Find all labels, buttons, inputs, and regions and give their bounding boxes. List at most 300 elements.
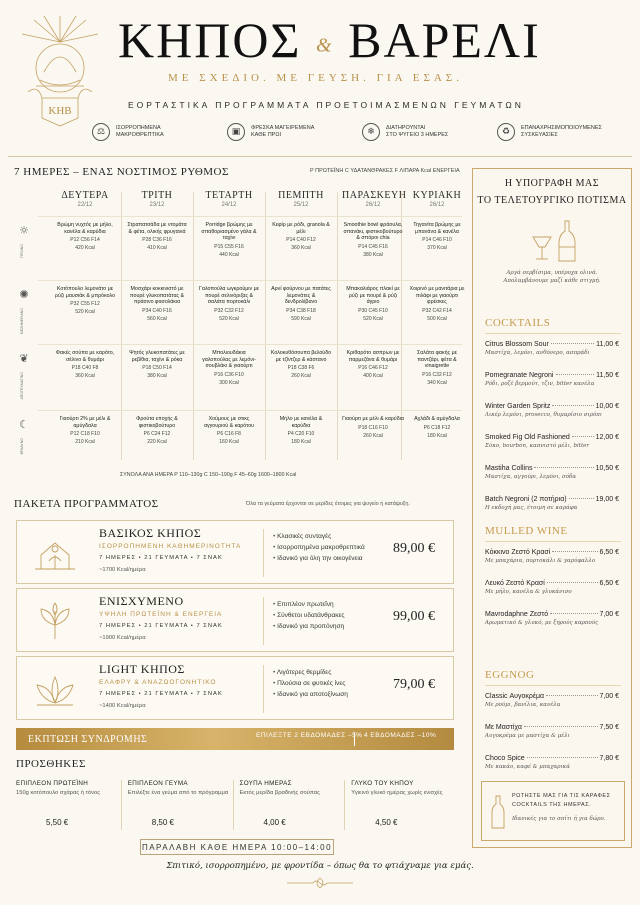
extra-name: ΓΛΥΚΟ ΤΟΥ ΚΗΠΟΥ: [351, 780, 414, 787]
meal-name: Γιαούρτι με μέλι & καρύδια: [342, 416, 404, 422]
package-price: 89,00 €: [393, 541, 435, 556]
meal-cell: [342, 222, 404, 258]
snowflake-icon: ❄: [362, 123, 380, 141]
drink-price: 10,50 €: [595, 465, 619, 472]
drink-item[interactable]: [485, 724, 619, 739]
day-date: 24/12: [221, 202, 237, 208]
drink-price: 19,00 €: [595, 496, 619, 503]
meal-cell: [198, 416, 260, 445]
extra-item[interactable]: [344, 780, 456, 830]
meal-kcal: 340 Kcal: [427, 379, 447, 386]
drink-item[interactable]: [485, 434, 619, 449]
drink-price: 10,00 €: [595, 403, 619, 410]
ornament-icon: [285, 876, 355, 890]
extra-price: 5,50 €: [46, 818, 69, 827]
dot-leader: [551, 343, 594, 344]
drink-desc: Με ρούμι, βανίλια, κανέλα: [485, 702, 561, 708]
meal-cell: [270, 350, 332, 379]
meal-name: Ψητός γλυκοπατάτες με ρεβίθια, ταχίνι & ρόκα: [129, 350, 185, 363]
title-part-b: ΒΑΡΕΛΙ: [348, 12, 541, 68]
sunrise-icon: ☼: [19, 224, 29, 237]
meal-macros: P16 C36 F10: [214, 371, 244, 378]
divider: [485, 541, 621, 542]
feature-line: ΚΑΘΕ ΠΡΩΙ: [251, 132, 281, 138]
meal-name: Μπακαλιάρος πλακί με ρύζι με πουρέ & ρύζι άγριο: [346, 286, 400, 306]
drinks-sidebar: [472, 168, 632, 848]
meal-name: Φακές σούπα με καρότο, σέλινο & θυμάρι: [55, 350, 115, 363]
bullet-item: • Επιπλέον πρωτεΐνη: [273, 599, 345, 610]
package-details: 7 ΗΜΕΡΕΣ • 21 ΓΕΥΜΑΤΑ • 7 ΣΝΑΚ: [99, 691, 223, 697]
day-name: ΤΕΤΑΡΤΗ: [205, 190, 253, 201]
meal-kcal: 520 Kcal: [219, 315, 239, 322]
extra-name: ΕΠΙΠΛΕΟΝ ΓΕΥΜΑ: [127, 780, 188, 787]
meal-cell: [406, 350, 468, 386]
bullet-item: • Ιδανικό για όλη την οικογένεια: [273, 553, 365, 564]
meal-macros: P16 C32 F12: [422, 371, 452, 378]
feature-line: ΦΡΕΣΚΑ ΜΑΓΕΙΡΕΜΕΝΑ: [251, 125, 315, 131]
meal-cell: [198, 350, 260, 386]
meal-name: Χούμους με στικς αγγουριού & καρότου: [203, 416, 255, 429]
row-divider: [38, 410, 462, 411]
moon-icon: ☾: [19, 418, 29, 431]
sidebar-desc: Απολαμβάνουμε μαζί κάθε στιγμή.: [503, 278, 601, 284]
meal-name: Βρώμη νυχτός με μήλο, κανέλα & καρύδια: [57, 222, 113, 235]
package-kcal: ~1400 Kcal/ημέρα: [99, 703, 146, 709]
divider: [263, 529, 264, 577]
meal-macros: P6 C18 F12: [423, 424, 451, 431]
meal-macros: P14 C45 F16: [358, 243, 388, 250]
drink-item[interactable]: [485, 372, 619, 387]
bullet-item: • Σύνθετοι υδατάνθρακες: [273, 610, 345, 621]
package-bullets: [273, 599, 345, 632]
packages-title: ΠΑΚΕΤΑ ΠΡΟΓΡΑΜΜΑΤΟΣ: [14, 498, 159, 510]
macro-legend: P ΠΡΩΤΕΪΝΗ C ΥΔΑΤΑΝΘΡΑΚΕΣ F ΛΙΠΑΡΑ Kcal ΕΝΕΡΓΕΙΑ: [310, 168, 460, 174]
sprout-icon: [31, 601, 79, 641]
meal-macros: P18 C40 F8: [71, 365, 99, 372]
extra-desc: Επιλέξτε ένα γεύμα από το πρόγραμμα: [127, 790, 229, 796]
bullet-item: • Ισορροπημένα μακροθρεπτικά: [273, 542, 365, 553]
meal-macros: P6 C24 F12: [143, 431, 171, 438]
meal-label: ΑΠΟΓΕΥΜΑΤΙΝΟ: [20, 372, 24, 400]
carafe-icon: [490, 794, 506, 830]
day-name: ΤΡΙΤΗ: [141, 190, 173, 201]
meal-macros: P12 C56 F14: [70, 237, 100, 244]
day-header: [342, 190, 407, 208]
column-divider: [121, 192, 122, 460]
extras-title: ΠΡΟΣΘΗΚΕΣ: [16, 758, 86, 770]
meal-cell: [54, 286, 116, 315]
meal-macros: P32 C55 F12: [70, 301, 100, 308]
meal-kcal: 360 Kcal: [291, 245, 311, 252]
drink-item[interactable]: [485, 611, 619, 626]
meal-macros: P34 C40 F16: [142, 307, 172, 314]
package-kcal: ~1900 Kcal/ημέρα: [99, 635, 146, 641]
package-subtitle: ΥΨΗΛΗ ΠΡΩΤΕΪΝΗ & ΕΝΕΡΓΕΙΑ: [99, 611, 223, 618]
recycle-icon: ♻: [497, 123, 515, 141]
subscription-banner: [16, 728, 454, 750]
banner-offer: ΕΠΙΛΕΞΤΕ 2 ΕΒΔΟΜΑΔΕΣ –5%: [256, 732, 363, 739]
drink-category: MULLED WINE: [485, 525, 568, 537]
drink-name: Batch Negroni (2 ποτήρια): [485, 496, 567, 503]
title-ampersand: &: [316, 34, 334, 57]
drink-name: Smoked Fig Old Fashioned: [485, 434, 570, 441]
day-date: 26/12: [429, 202, 445, 208]
dot-leader: [524, 726, 598, 727]
title-part-a: ΚΗΠΟΣ: [118, 12, 302, 68]
extra-desc: Υγιεινό γλυκό ημέρας χωρίς ενισχές: [351, 790, 443, 796]
day-header: [406, 190, 468, 208]
package-subtitle: ΕΛΑΦΡΥ & ΑΝΑΖΩΟΓΟΝΗΤΙΚΟ: [99, 679, 217, 686]
bottle-glass-icon: [525, 217, 585, 265]
feature-line: ΕΠΑΝΑΧΡΗΣΙΜΟΠΟΙΟΥΜΕΝΕΣ: [521, 125, 602, 131]
footer-slogan: Σπιτικό, ισορροπημένο, με φροντίδα – όπως θα το φτιάχναμε για εμάς.: [166, 861, 474, 871]
row-divider: [38, 216, 462, 217]
apple-icon: ❦: [19, 352, 29, 365]
feature-list: [92, 120, 632, 144]
drink-name: Με Μαστίχα: [485, 724, 522, 731]
bullet-item: • Λιγότερες θερμίδες: [273, 667, 348, 678]
meal-kcal: 260 Kcal: [291, 373, 311, 380]
extra-price: 4,50 €: [375, 818, 398, 827]
logo-crest-icon: [14, 12, 106, 130]
drink-desc: Με κακάο, καφέ & μπαχαρικά: [485, 764, 570, 770]
meal-cell: [54, 350, 116, 379]
garden-icon: [31, 533, 79, 573]
tagline: ΜΕ ΣΧΕΔΙΟ. ΜΕ ΓΕΥΣΗ. ΓΙΑ ΕΣΑΣ.: [168, 72, 463, 84]
feature-line: ΣΥΣΚΕΥΑΣΙΕΣ: [521, 132, 558, 138]
bullet-item: • Πλούσια σε φυτικές ίνες: [273, 678, 348, 689]
drink-item[interactable]: [485, 341, 619, 356]
week-title: 7 ΗΜΕΡΕΣ – ΕΝΑΣ ΝΟΣΤΙΜΟΣ ΡΥΘΜΟΣ: [14, 166, 229, 178]
meal-cell: [126, 350, 188, 379]
drink-price: 7,00 €: [599, 611, 619, 618]
package-name: ΕΝΙΣΧΥΜΕΝΟ: [99, 594, 184, 608]
bullet-item: • Κλασικές συνταγές: [273, 531, 365, 542]
dot-leader: [550, 613, 597, 614]
drink-item[interactable]: [485, 549, 619, 564]
dot-leader: [552, 405, 593, 406]
box-line: ΡΩΤΗΣΤΕ ΜΑΣ ΓΙΑ ΤΙΣ ΚΑΡΑΦΕΣ: [512, 793, 611, 799]
dot-leader: [569, 498, 594, 499]
meal-name: Porridge βρώμης με σπαθοριασμένο γάλα & ταχίνι: [201, 222, 257, 242]
sidebar-title: Η ΥΠΟΓΡΑΦΗ ΜΑΣ: [504, 178, 600, 189]
meal-name: Γιαούρτι 2% με μέλι & αμύγδαλα: [59, 416, 111, 429]
package-bullets: [273, 667, 348, 700]
meal-name: Μοσχάρι κοκκινιστό με πουρέ γλυκοπατάτας & πράσινο φασολάκια: [129, 286, 185, 306]
meal-name: Κοτόπουλο λεμονάτο με ρύζι μαυσιάκ & μπρόκολο: [54, 286, 116, 299]
divider: [485, 685, 621, 686]
meal-kcal: 410 Kcal: [147, 245, 167, 252]
meal-name: Αρνί φούρνου με πατάτες λεμονάτες & δενδρολίβανο: [271, 286, 331, 306]
extra-name: ΣΟΥΠΑ ΗΜΕΡΑΣ: [239, 780, 292, 787]
package-card-enhanced[interactable]: [16, 588, 454, 652]
sidebar-desc: Αργά σερβίσιμα, υπέροχα ολινά.: [506, 270, 598, 276]
bullet-item: • Ιδανικό για αποτοξίνωση: [273, 689, 348, 700]
meal-kcal: 210 Kcal: [75, 439, 95, 446]
meal-kcal: 400 Kcal: [363, 373, 383, 380]
extras-list: [16, 780, 456, 830]
drink-desc: Λικέρ λεμόνι, prosecco, θυμαρίσιο σιρόπι: [485, 412, 603, 418]
sidebar-subtitle: ΤΟ ΤΕΛΕΤΟΥΡΓΙΚΟ ΠΟΤΙΣΜΑ: [477, 195, 627, 206]
package-subtitle: ΙΣΟΡΡΟΠΗΜΕΝΗ ΚΑΘΗΜΕΡΙΝΟΤΗΤΑ: [99, 543, 242, 550]
package-card-basic[interactable]: [16, 520, 454, 584]
meal-cell: [198, 222, 260, 258]
drink-desc: Με μήλο, κανέλα & γλυκάνισο: [485, 589, 572, 595]
meal-kcal: 160 Kcal: [219, 439, 239, 446]
meal-kcal: 300 Kcal: [219, 379, 239, 386]
meal-name: Τηγανίτα βρώμης με μπανάνα & κανέλα: [413, 222, 461, 235]
feature-line: ΣΤΟ ΨΥΓΕΙΟ 3 ΗΜΕΡΕΣ: [386, 132, 449, 138]
meal-label: ΒΡΑΔΥΝΟ: [20, 438, 24, 455]
meal-kcal: 180 Kcal: [427, 432, 447, 439]
logo-text: ΚΗΒ: [48, 105, 72, 117]
day-date: 22/12: [77, 202, 93, 208]
meal-cell: [406, 416, 468, 439]
pickup-hours: ΠΑΡΑΛΑΒΗ ΚΑΘΕ ΗΜΕΡΑ 10:00–14:00: [140, 839, 334, 855]
meal-kcal: 520 Kcal: [363, 315, 383, 322]
bullet-item: • Ιδανικό για προπόνηση: [273, 621, 345, 632]
meal-cell: [54, 222, 116, 251]
meal-name: Μήλο με κανέλα & καρύδια: [279, 416, 323, 429]
meal-macros: P18 C38 F6: [287, 365, 315, 372]
meal-kcal: 370 Kcal: [427, 245, 447, 252]
divider: [354, 732, 355, 746]
package-details: 7 ΗΜΕΡΕΣ • 21 ΓΕΥΜΑΤΑ • 7 ΣΝΑΚ: [99, 555, 223, 561]
drink-desc: Μαστίχα, αγγούρι, λεμόνι, σόδα: [485, 474, 577, 480]
drink-name: Mavrodaphne Ζεστό: [485, 611, 549, 618]
scale-icon: ⚖: [92, 123, 110, 141]
meal-cell: [198, 286, 260, 322]
lotus-icon: [31, 669, 79, 709]
meal-macros: P30 C45 F10: [358, 307, 388, 314]
meal-kcal: 420 Kcal: [75, 245, 95, 252]
day-header: [270, 190, 332, 208]
meal-kcal: 590 Kcal: [291, 315, 311, 322]
drink-desc: Ρόδι, ροζέ βερμούτ, τζιν, bitter κανέλα: [485, 381, 595, 387]
drink-price: 11,00 €: [596, 341, 619, 348]
banner-offer: 4 ΕΒΔΟΜΑΔΕΣ –10%: [364, 732, 437, 739]
feature-item: [362, 120, 497, 144]
meal-kcal: 500 Kcal: [427, 315, 447, 322]
meal-name: Φρούτα εποχής & φιστικοβούτυρο: [136, 416, 178, 429]
drink-item[interactable]: [485, 403, 619, 418]
meal-cell: [126, 286, 188, 322]
drink-name: Citrus Blossom Sour: [485, 341, 549, 348]
column-divider: [265, 192, 266, 460]
day-header: [126, 190, 188, 208]
package-name: LIGHT ΚΗΠΟΣ: [99, 662, 185, 676]
drink-name: Pomegranate Negroni: [485, 372, 554, 379]
extra-item[interactable]: [233, 780, 345, 830]
meal-cell: [342, 350, 404, 379]
meal-macros: P6 C16 F8: [217, 431, 241, 438]
drink-desc: Αρωματικό & γλυκό, με ξηρούς καρπούς: [485, 620, 599, 626]
drink-price: 11,50 €: [596, 372, 619, 379]
drink-price: 6,50 €: [599, 580, 619, 587]
meal-kcal: 180 Kcal: [291, 439, 311, 446]
meal-name: Κολοκυθόσουπα βελούδο με τζίντζερ & κάστανο: [270, 350, 332, 363]
package-details: 7 ΗΜΕΡΕΣ • 21 ΓΕΥΜΑΤΑ • 7 ΣΝΑΚ: [99, 623, 223, 629]
package-price: 79,00 €: [393, 677, 435, 692]
meal-kcal: 560 Kcal: [147, 315, 167, 322]
divider: [8, 156, 632, 157]
drink-price: 7,00 €: [599, 693, 619, 700]
pot-icon: ▣: [227, 123, 245, 141]
drink-desc: Η εκδοχή μας, έτοιμη σε καράφα: [485, 505, 578, 511]
dot-leader: [546, 695, 597, 696]
meal-kcal: 260 Kcal: [363, 432, 383, 439]
dot-leader: [527, 757, 598, 758]
drink-name: Κόκκινο Ζεστό Κρασί: [485, 549, 551, 556]
drink-price: 6,50 €: [599, 549, 619, 556]
day-date: 23/12: [149, 202, 165, 208]
meal-macros: P18 C50 F14: [142, 365, 172, 372]
day-date: 26/12: [365, 202, 381, 208]
meal-name: Κριθαρότο ασπρων με παρμεζάνα & θυμάρι: [346, 350, 400, 363]
meal-name: Γαλοπούλα ωγκρούμιν με πουρέ σελινόριζας & σαλάτα πορτοκάλι: [199, 286, 259, 306]
drink-price: 7,50 €: [599, 724, 619, 731]
meal-cell: [126, 222, 188, 251]
drink-item[interactable]: [485, 465, 619, 480]
extra-item[interactable]: [121, 780, 233, 830]
banner-title: ΕΚΠΤΩΣΗ ΣΥΝΔΡΟΜΗΣ: [28, 733, 148, 745]
meal-macros: P28 C36 F16: [142, 237, 172, 244]
drink-desc: Αυγοκρέμα με μαστίχα & μέλι: [485, 733, 570, 739]
subtitle: ΕΟΡΤΑΣΤΙΚΑ ΠΡΟΓΡΑΜΜΑΤΑ ΠΡΟΕΤΟΙΜΑΣΜΕΝΩΝ ΓΕΥΜΑΤΩΝ: [128, 100, 524, 110]
meal-cell: [270, 416, 332, 445]
drink-price: 7,80 €: [599, 755, 619, 762]
divider: [263, 665, 264, 713]
day-name: ΠΕΜΠΤΗ: [278, 190, 324, 201]
meal-cell: [342, 286, 404, 322]
extra-price: 8,50 €: [151, 818, 174, 827]
meal-macros: P18 C16 F10: [358, 424, 388, 431]
meal-kcal: 220 Kcal: [147, 439, 167, 446]
meal-cell: [270, 222, 332, 251]
meal-macros: P12 C18 F10: [70, 431, 100, 438]
extra-desc: 150g κοτόπουλο σχάρας ή τόνος: [16, 790, 100, 796]
feature-item: [227, 120, 362, 144]
drink-desc: Με μπαχάρια, πορτοκάλι & γαρύφαλλο: [485, 558, 596, 564]
day-name: ΚΥΡΙΑΚΗ: [412, 190, 462, 201]
dot-leader: [552, 551, 597, 552]
day-date: 25/12: [293, 202, 309, 208]
page-title: [118, 10, 541, 76]
drink-item[interactable]: [485, 755, 619, 770]
package-name: ΒΑΣΙΚΟΣ ΚΗΠΟΣ: [99, 526, 202, 540]
meal-cell: [270, 286, 332, 322]
meal-cell: [406, 222, 468, 251]
column-divider: [193, 192, 194, 460]
meal-kcal: 440 Kcal: [219, 251, 239, 258]
drink-item[interactable]: [485, 580, 619, 595]
day-name: ΠΑΡΑΣΚΕΥΗ: [342, 190, 407, 201]
meal-name: Χοιρινό με μανιτάρια με πιλάφι με γιαούρτι φρέσκες: [409, 286, 465, 306]
meal-macros: P32 C42 F14: [422, 307, 452, 314]
meal-name: Smoothie bowl φράουλα, σπανάκι, φιστικοβούτυρο & σπόροι chia: [343, 222, 403, 242]
feature-line: ΙΣΟΡΡΟΠΗΜΕΝΑ: [116, 125, 161, 131]
meal-macros: P15 C55 F16: [214, 243, 244, 250]
meal-kcal: 360 Kcal: [75, 373, 95, 380]
meal-label: ΜΕΣΗΜΕΡΙΑΝΟ: [20, 308, 24, 335]
drink-desc: Μαστίχα, λεμόνι, ανθόνερο, ασπράδι: [485, 350, 590, 356]
meal-name: Αχλάδι & αμύγδαλα: [414, 416, 460, 422]
row-divider: [38, 280, 462, 281]
extra-price: 4,00 €: [263, 818, 286, 827]
meal-cell: [126, 416, 188, 445]
column-divider: [337, 192, 338, 460]
divider: [263, 597, 264, 645]
drink-name: Λευκό Ζεστό Κρασί: [485, 580, 545, 587]
sun-icon: ✺: [19, 288, 29, 301]
packages-note: Όλα τα γεύματα έρχονται σε μερίδες έτοιμες για ψυγείο ή κατάψυξη.: [246, 501, 410, 507]
meal-macros: P4 C20 F10: [287, 431, 315, 438]
dot-leader: [534, 467, 593, 468]
package-kcal: ~1700 Kcal/ημέρα: [99, 567, 146, 573]
meal-macros: P16 C46 F12: [358, 365, 388, 372]
package-card-light[interactable]: [16, 656, 454, 720]
package-price: 99,00 €: [393, 609, 435, 624]
drink-item[interactable]: [485, 693, 619, 708]
feature-item: [497, 120, 632, 144]
drink-desc: Σύκο, bourbon, καπνιστό μέλι, bitter: [485, 443, 590, 449]
feature-line: ΔΙΑΤΗΡΟΥΝΤΑΙ: [386, 125, 426, 131]
drink-category: COCKTAILS: [485, 317, 551, 329]
dot-leader: [572, 436, 594, 437]
day-header: [198, 190, 260, 208]
meal-macros: P14 C46 F10: [422, 237, 452, 244]
extra-item[interactable]: [16, 780, 121, 830]
dot-leader: [547, 582, 598, 583]
meal-kcal: 380 Kcal: [363, 251, 383, 258]
drink-category: EGGNOG: [485, 669, 535, 681]
extra-name: ΕΠΙΠΛΕΟΝ ΠΡΩΤΕΪΝΗ: [16, 780, 89, 787]
box-line: COCKTAILS ΤΗΣ ΗΜΕΡΑΣ.: [512, 802, 592, 808]
extra-desc: Εκτός μερίδα βραδινής σούπας: [239, 790, 320, 796]
drink-item[interactable]: [485, 496, 619, 511]
meal-macros: P14 C40 F12: [286, 237, 316, 244]
meal-name: Μπολιουδάκια γαλοπούλας με λεμόνι-σουβλάκι & γιαούρτι: [202, 350, 256, 370]
meal-label: ΠΡΩΙΝΟ: [20, 244, 24, 258]
week-grid: [14, 190, 465, 468]
drink-name: Mastiha Collins: [485, 465, 533, 472]
carafe-note-box: [481, 781, 625, 841]
meal-macros: P34 C38 F18: [286, 307, 316, 314]
meal-cell: [406, 286, 468, 322]
dot-leader: [556, 374, 595, 375]
meal-name: Στραπατσάδα με ντομάτα & φέτα, ολικής φρυγανιά: [127, 222, 187, 235]
week-totals: ΣΥΝΟΛΑ ΑΝΑ ΗΜΕΡΑ P 110–130g C 150–190g F 45–60g 1600–1800 Kcal: [120, 472, 297, 478]
meal-name: Κεφίρ με ρόδι, granola & μέλι: [272, 222, 330, 235]
meal-macros: P32 C32 F12: [214, 307, 244, 314]
box-line: Ιδανικές για το σπίτι ή για δώρο.: [512, 816, 606, 822]
feature-item: [92, 120, 227, 144]
day-name: ΔΕΥΤΕΡΑ: [61, 190, 109, 201]
meal-kcal: 520 Kcal: [75, 309, 95, 316]
day-header: [54, 190, 116, 208]
drink-name: Choco Spice: [485, 755, 525, 762]
row-divider: [38, 344, 462, 345]
meal-cell: [54, 416, 116, 445]
package-bullets: [273, 531, 365, 564]
meal-name: Σαλάτα φακής με παντζάρι, φέτα & vinaigrette: [416, 350, 458, 370]
drink-price: 12,00 €: [595, 434, 619, 441]
divider: [485, 333, 621, 334]
meal-kcal: 380 Kcal: [147, 373, 167, 380]
meal-cell: [342, 416, 404, 439]
drink-name: Classic Αυγοκρέμα: [485, 693, 545, 700]
drink-name: Winter Garden Spritz: [485, 403, 551, 410]
